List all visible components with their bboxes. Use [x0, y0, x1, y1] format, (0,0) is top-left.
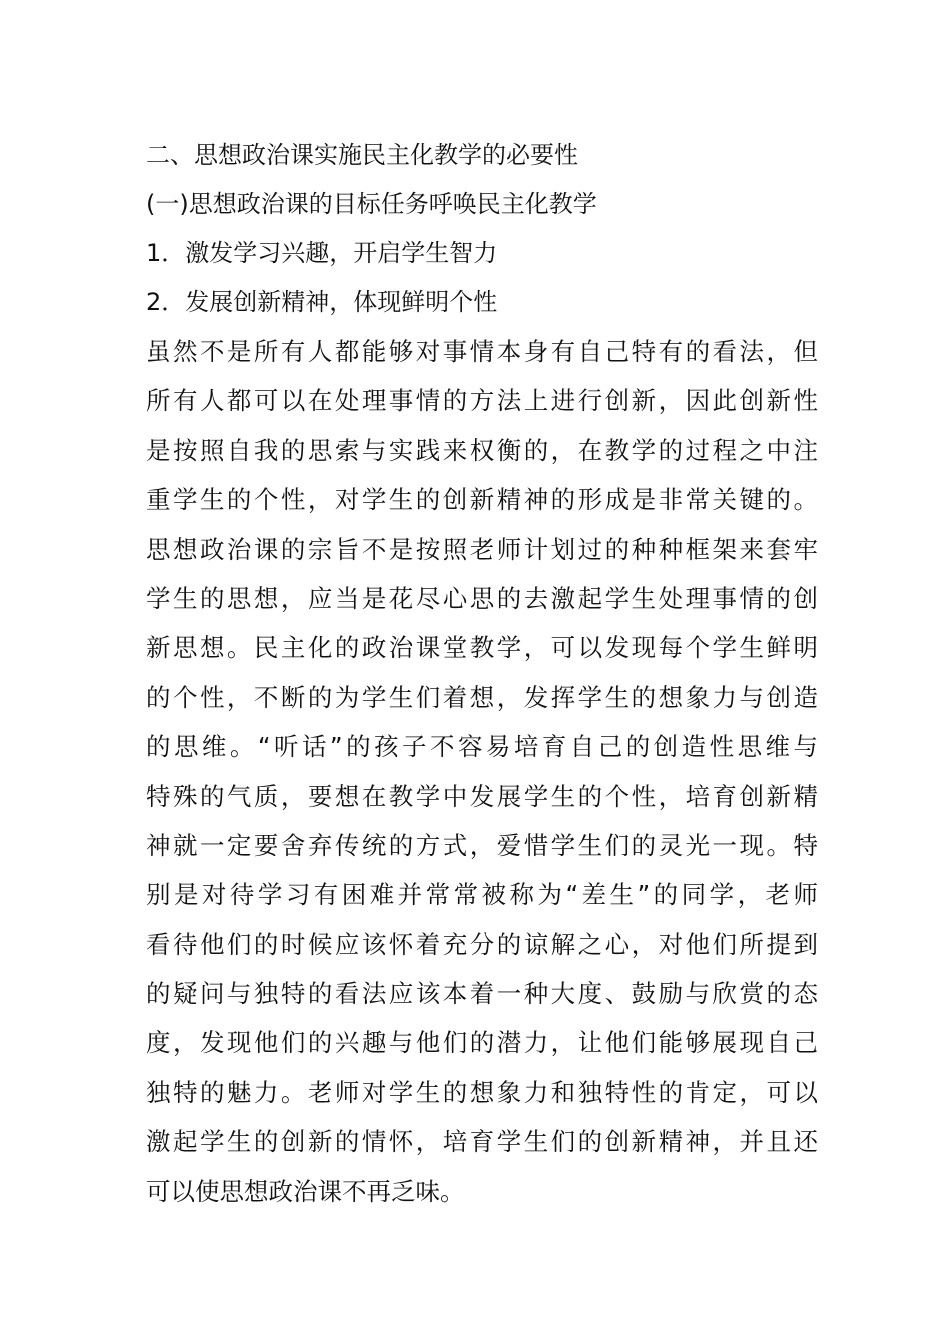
- paragraph-line: 学生的思想，应当是花尽心思的去激起学生处理事情的创: [146, 583, 818, 613]
- paragraph-line: 可以使思想政治课不再乏味。: [146, 1176, 465, 1206]
- item-heading-2: 2．发展创新精神，体现鲜明个性: [146, 288, 498, 316]
- subsection-heading: (一)思想政治课的目标任务呼唤民主化教学: [146, 190, 597, 218]
- paragraph-line: 的思维。“听话”的孩子不容易培育自己的创造性思维与: [146, 732, 818, 762]
- paragraph-line: 是按照自我的思索与实践来权衡的，在教学的过程之中注: [146, 435, 818, 465]
- paragraph-line: 独特的魅力。老师对学生的想象力和独特性的肯定，可以: [146, 1077, 818, 1107]
- item-heading-1: 1．激发学习兴趣，开启学生智力: [146, 239, 498, 267]
- document-body: [146, 131, 818, 1216]
- paragraph-line: 激起学生的创新的情怀，培育学生们的创新精神，并且还: [146, 1127, 818, 1157]
- paragraph-line: 看待他们的时候应该怀着充分的谅解之心，对他们所提到: [146, 929, 818, 959]
- paragraph-line: 重学生的个性，对学生的创新精神的形成是非常关键的。: [146, 485, 818, 515]
- paragraph-line: 的个性，不断的为学生们着想，发挥学生的想象力与创造: [146, 682, 818, 712]
- body-paragraph: [146, 327, 818, 1216]
- paragraph-line: 神就一定要舍弃传统的方式，爱惜学生们的灵光一现。特: [146, 830, 818, 860]
- paragraph-line: 所有人都可以在处理事情的方法上进行创新，因此创新性: [146, 386, 818, 416]
- paragraph-line: 思想政治课的宗旨不是按照老师计划过的种种框架来套牢: [146, 534, 818, 564]
- paragraph-line: 虽然不是所有人都能够对事情本身有自己特有的看法，但: [146, 337, 818, 366]
- section-heading: 二、思想政治课实施民主化教学的必要性: [146, 141, 578, 169]
- paragraph-line: 特殊的气质，要想在教学中发展学生的个性，培育创新精: [146, 781, 818, 811]
- paragraph-line: 新思想。民主化的政治课堂教学，可以发现每个学生鲜明: [146, 633, 818, 663]
- paragraph-line: 度，发现他们的兴趣与他们的潜力，让他们能够展现自己: [146, 1028, 818, 1058]
- paragraph-line: 别是对待学习有困难并常常被称为“差生”的同学，老师: [146, 880, 818, 910]
- paragraph-line: 的疑问与独特的看法应该本着一种大度、鼓励与欣赏的态: [146, 979, 818, 1009]
